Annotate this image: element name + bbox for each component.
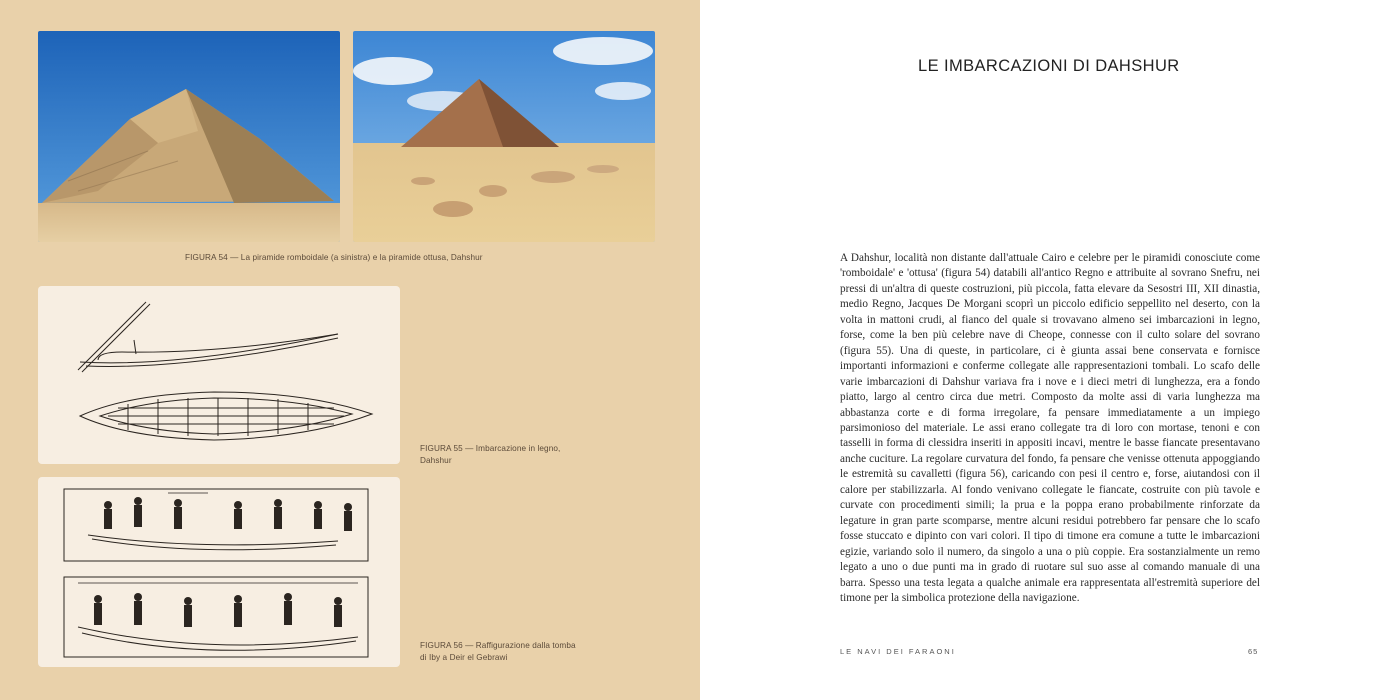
photo-red-pyramid: [353, 31, 655, 242]
chapter-title: LE IMBARCAZIONI DI DAHSHUR: [918, 57, 1180, 75]
plate-wooden-boat: [38, 286, 400, 464]
figure-56-caption-line1: FIGURA 56 — Raffigurazione dalla tomba: [420, 641, 576, 650]
figure-55-caption-line2: Dahshur: [420, 456, 452, 465]
running-title: LE NAVI DEI FARAONI: [840, 647, 956, 656]
page-number: 65: [1248, 647, 1259, 656]
figure-54-caption: FIGURA 54 — La piramide romboidale (a sinistra) e la piramide ottusa, Dahshur: [185, 253, 483, 262]
figure-55-caption-line1: FIGURA 55 — Imbarcazione in legno,: [420, 444, 561, 453]
figure-55-caption: [420, 443, 640, 467]
body-text: A Dahshur, località non distante dall'attuale Cairo e celebre per le piramidi conosciute come 'romboidale' e 'ottusa' (figura 54) databili all'antico Regno e attribuite al sovrano Snefru, nei pressi di un'altra di queste costruzioni, più piccola, fatta elevare da Sesostri III, XII dinastia, medio Regno, Jacques De Morgani scoprì un piccolo edificio seppellito nel deserto, con la volta in mattoni crudi, al fianco del quale si trovavano almeno sei imbarcazioni in legno, forse, come la ben più celebre nave di Cheope, connesse con il culto solare del sovrano (figura 55). Una di queste, in particolare, ci è giunta assai bene conservata e fornisce importanti informazioni e conferme collegate alle rappresentazioni tombali. Lo scafo delle varie imbarcazioni di Dahshur variava fra i nove e i dieci metri di lunghezza, era a fondo piatto, largo al centro circa due metri. Composto da molte assi di varia lunghezza ma abbastanza corte e di forma irregolare, fa pensare immediatamente a un impiego parsimonioso del materiale. Le assi erano collegate tra di loro con mortase, tenoni e con tasselli in forma di clessidra inseriti in appositi incavi, mentre le basse fiancate presentavano anche cuciture. La regolare curvatura del fondo, fa pensare che venisse ottenuta appoggiando le estremità su cavalletti (figura 56), caricando con pesi il centro e, forse, aiutandosi con il calore per stabilizzarla. Al fondo venivano collegate le fiancate, costruite con più tavole e curvate con procedimenti simili; la prua e la poppa erano probabilmente rinforzate da legature in gran parte scomparse, mentre alcuni residui potrebbero far pensare che lo scafo fosse stuccato e dipinto con vari colori. Il tipo di timone era comune a tutte le imbarcazioni egizie, variando solo il numero, da singolo a una o più coppie. Era sostanzialmente un remo legato a uno o due punti ma in grado di ruotare sul suo asse al comando manuale di una barra. Spesso una testa legata a qualche animale era rappresentata all'estremità superiore del timone per la simbolica protezione della navigazione.: [840, 252, 1260, 604]
plate-tomb-relief: [38, 477, 400, 667]
photo-bent-pyramid: [38, 31, 340, 242]
figure-56-caption: [420, 640, 640, 664]
figure-56-caption-line2: di Iby a Deir el Gebrawi: [420, 653, 508, 662]
